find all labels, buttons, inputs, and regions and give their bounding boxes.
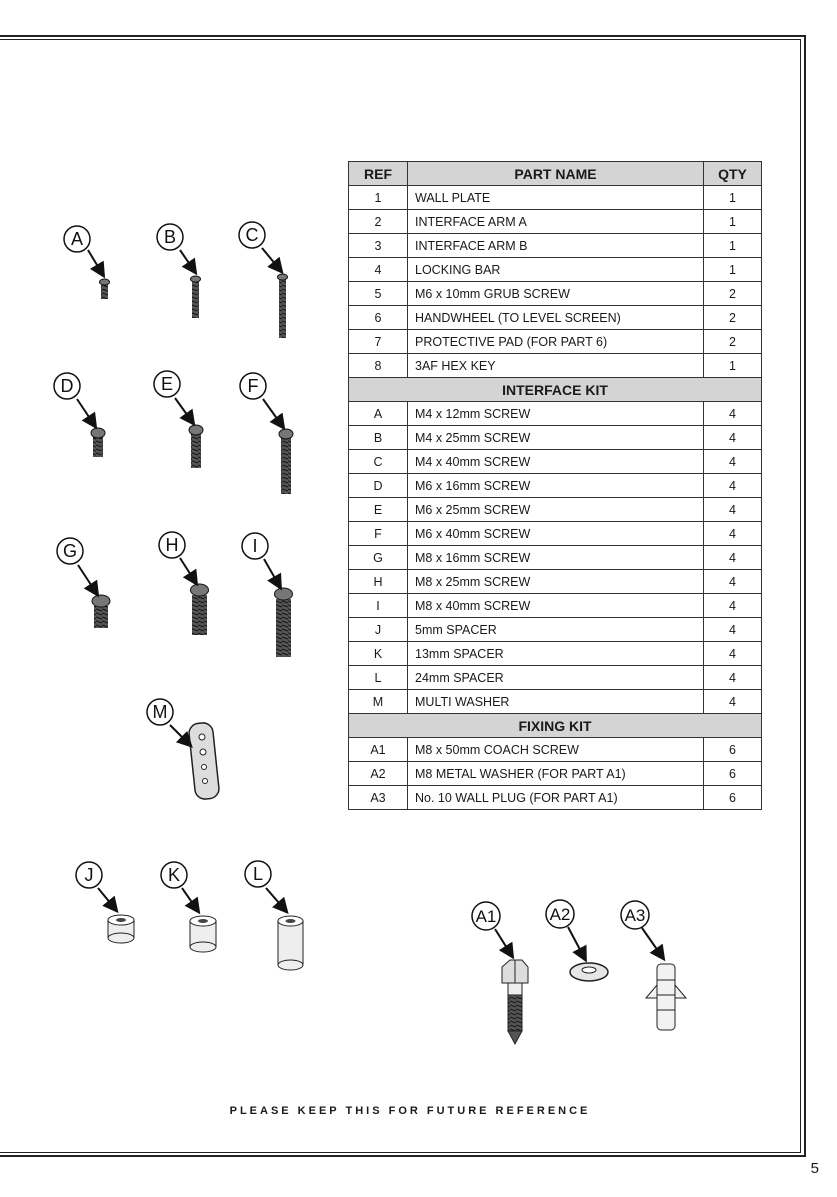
cell-name: M6 x 40mm SCREW xyxy=(408,522,704,546)
header-part-name: PART NAME xyxy=(408,162,704,186)
callout-m: M xyxy=(152,702,168,722)
table-row xyxy=(349,594,762,618)
table-row xyxy=(349,186,762,210)
section-title-fixing-kit: FIXING KIT xyxy=(349,714,762,738)
callout-j: J xyxy=(84,865,94,885)
screw-g xyxy=(92,595,110,628)
callout-h: H xyxy=(165,535,179,555)
wall-plug-a3 xyxy=(646,964,686,1030)
table-row xyxy=(349,666,762,690)
cell-name: M6 x 25mm SCREW xyxy=(408,498,704,522)
cell-ref: A2 xyxy=(349,762,408,786)
cell-ref: J xyxy=(349,618,408,642)
table-row xyxy=(349,498,762,522)
parts-table xyxy=(348,161,762,810)
callout-a2: A2 xyxy=(549,905,571,924)
header-qty: QTY xyxy=(704,162,762,186)
cell-qty: 2 xyxy=(704,282,762,306)
callout-g: G xyxy=(62,541,78,561)
table-row xyxy=(349,234,762,258)
cell-name: MULTI WASHER xyxy=(408,690,704,714)
cell-qty: 2 xyxy=(704,330,762,354)
table-row xyxy=(349,330,762,354)
cell-qty: 4 xyxy=(704,498,762,522)
screw-i xyxy=(275,588,293,657)
callout-d: D xyxy=(60,376,74,396)
callout-k: K xyxy=(167,865,181,885)
cell-name: M8 x 40mm SCREW xyxy=(408,594,704,618)
table-row xyxy=(349,738,762,762)
cell-name: 24mm SPACER xyxy=(408,666,704,690)
cell-qty: 4 xyxy=(704,594,762,618)
cell-qty: 1 xyxy=(704,210,762,234)
table-row xyxy=(349,210,762,234)
cell-name: M8 x 50mm COACH SCREW xyxy=(408,738,704,762)
cell-name: INTERFACE ARM B xyxy=(408,234,704,258)
coach-screw-a1 xyxy=(502,960,528,1044)
cell-ref: A xyxy=(349,402,408,426)
cell-qty: 4 xyxy=(704,570,762,594)
cell-ref: H xyxy=(349,570,408,594)
callout-a1: A1 xyxy=(475,907,497,926)
spacer-l xyxy=(278,916,303,970)
cell-ref: C xyxy=(349,450,408,474)
table-row xyxy=(349,786,762,810)
page-number: 5 xyxy=(810,1160,819,1177)
screw-c xyxy=(278,274,288,338)
callout-a3: A3 xyxy=(624,906,646,925)
table-row xyxy=(349,546,762,570)
cell-qty: 6 xyxy=(704,762,762,786)
cell-ref: 5 xyxy=(349,282,408,306)
callout-i: I xyxy=(252,536,258,556)
callout-e: E xyxy=(160,374,174,394)
table-row xyxy=(349,690,762,714)
cell-ref: 4 xyxy=(349,258,408,282)
cell-ref: E xyxy=(349,498,408,522)
cell-name: WALL PLATE xyxy=(408,186,704,210)
cell-name: LOCKING BAR xyxy=(408,258,704,282)
section-row-interface-kit xyxy=(349,378,762,402)
cell-ref: M xyxy=(349,690,408,714)
spacer-k xyxy=(190,916,216,952)
table-row xyxy=(349,570,762,594)
table-header-row xyxy=(349,162,762,186)
cell-ref: A1 xyxy=(349,738,408,762)
cell-ref: D xyxy=(349,474,408,498)
cell-qty: 4 xyxy=(704,450,762,474)
cell-name: No. 10 WALL PLUG (FOR PART A1) xyxy=(408,786,704,810)
cell-name: INTERFACE ARM A xyxy=(408,210,704,234)
table-row xyxy=(349,402,762,426)
table-row xyxy=(349,642,762,666)
cell-name: 3AF HEX KEY xyxy=(408,354,704,378)
section-row-fixing-kit xyxy=(349,714,762,738)
table-row xyxy=(349,354,762,378)
screw-f xyxy=(279,429,293,494)
screw-b xyxy=(191,276,201,318)
table-row xyxy=(349,474,762,498)
table-row xyxy=(349,426,762,450)
table-row xyxy=(349,258,762,282)
cell-qty: 4 xyxy=(704,474,762,498)
cell-name: M4 x 12mm SCREW xyxy=(408,402,704,426)
cell-name: HANDWHEEL (TO LEVEL SCREEN) xyxy=(408,306,704,330)
table-row xyxy=(349,762,762,786)
cell-ref: I xyxy=(349,594,408,618)
cell-name: M6 x 10mm GRUB SCREW xyxy=(408,282,704,306)
cell-qty: 6 xyxy=(704,738,762,762)
cell-ref: G xyxy=(349,546,408,570)
cell-qty: 6 xyxy=(704,786,762,810)
cell-qty: 1 xyxy=(704,258,762,282)
cell-ref: F xyxy=(349,522,408,546)
cell-qty: 2 xyxy=(704,306,762,330)
cell-qty: 4 xyxy=(704,522,762,546)
callout-l: L xyxy=(252,864,264,884)
footer-note: PLEASE KEEP THIS FOR FUTURE REFERENCE xyxy=(229,1105,591,1117)
cell-name: M8 x 16mm SCREW xyxy=(408,546,704,570)
cell-ref: K xyxy=(349,642,408,666)
cell-name: 5mm SPACER xyxy=(408,618,704,642)
cell-ref: 1 xyxy=(349,186,408,210)
screw-e xyxy=(189,425,203,468)
cell-name: PROTECTIVE PAD (FOR PART 6) xyxy=(408,330,704,354)
table-row xyxy=(349,282,762,306)
callout-c: C xyxy=(245,225,259,245)
metal-washer-a2 xyxy=(570,963,608,981)
cell-name: M4 x 25mm SCREW xyxy=(408,426,704,450)
cell-qty: 4 xyxy=(704,546,762,570)
cell-ref: 2 xyxy=(349,210,408,234)
screw-a xyxy=(100,279,110,299)
multi-washer-m xyxy=(188,722,220,800)
cell-qty: 4 xyxy=(704,402,762,426)
spacer-j xyxy=(108,915,134,943)
cell-name: M8 METAL WASHER (FOR PART A1) xyxy=(408,762,704,786)
table-row xyxy=(349,306,762,330)
screw-d xyxy=(91,428,105,457)
callout-b: B xyxy=(163,227,177,247)
callout-a: A xyxy=(70,229,84,249)
cell-ref: 8 xyxy=(349,354,408,378)
screw-h xyxy=(191,584,209,635)
section-title-interface-kit: INTERFACE KIT xyxy=(349,378,762,402)
cell-qty: 1 xyxy=(704,354,762,378)
cell-name: M4 x 40mm SCREW xyxy=(408,450,704,474)
cell-ref: L xyxy=(349,666,408,690)
cell-ref: 6 xyxy=(349,306,408,330)
table-row xyxy=(349,450,762,474)
cell-qty: 4 xyxy=(704,690,762,714)
callout-f: F xyxy=(247,376,259,396)
table-row xyxy=(349,618,762,642)
cell-ref: 3 xyxy=(349,234,408,258)
cell-ref: 7 xyxy=(349,330,408,354)
cell-ref: A3 xyxy=(349,786,408,810)
cell-ref: B xyxy=(349,426,408,450)
cell-name: 13mm SPACER xyxy=(408,642,704,666)
header-ref: REF xyxy=(349,162,408,186)
cell-name: M8 x 25mm SCREW xyxy=(408,570,704,594)
cell-qty: 4 xyxy=(704,666,762,690)
cell-qty: 4 xyxy=(704,426,762,450)
cell-qty: 1 xyxy=(704,234,762,258)
cell-name: M6 x 16mm SCREW xyxy=(408,474,704,498)
cell-qty: 1 xyxy=(704,186,762,210)
cell-qty: 4 xyxy=(704,642,762,666)
table-row xyxy=(349,522,762,546)
cell-qty: 4 xyxy=(704,618,762,642)
